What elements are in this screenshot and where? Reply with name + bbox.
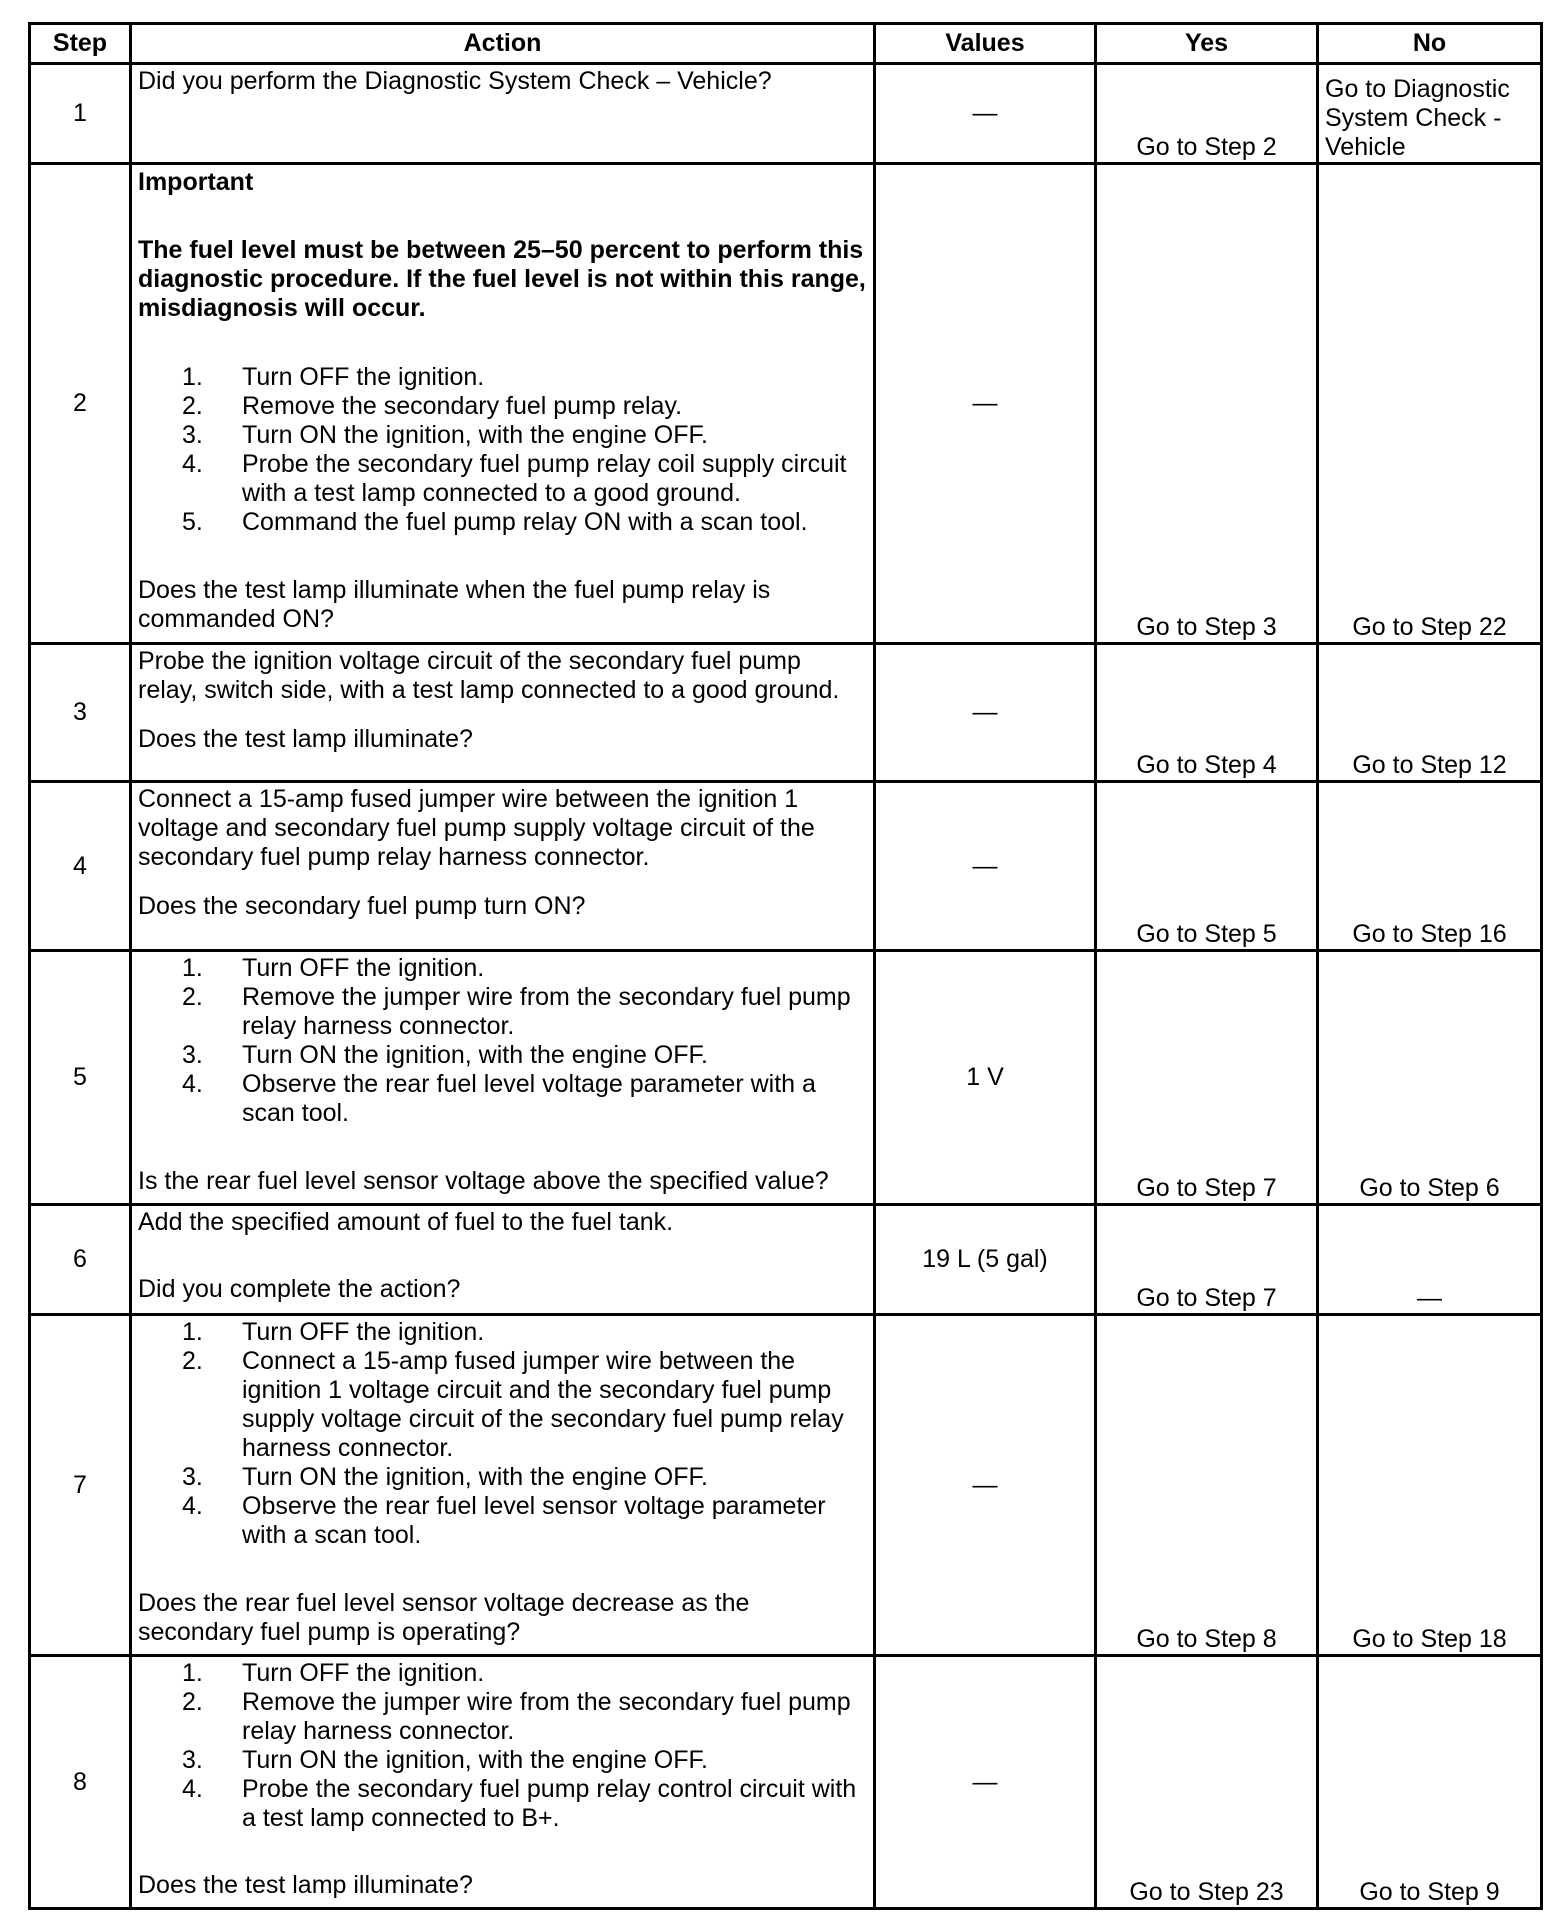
table-row [30, 782, 1542, 951]
list-item: 2. Remove the jumper wire from the secondary fuel pump relay harness connector. [182, 1688, 851, 1746]
yes-cell: Go to Step 23 [1096, 1656, 1318, 1909]
header-step: Step [30, 24, 131, 64]
action-cell [131, 1204, 875, 1314]
no-cell: Go to Step 18 [1318, 1315, 1542, 1656]
action-cell [131, 950, 875, 1204]
step-number: 1 [30, 64, 131, 164]
list-item: 1. Turn OFF the ignition. [182, 363, 485, 392]
value-cell: 1 V [875, 950, 1096, 1204]
list-item: 3. Turn ON the ignition, with the engine OFF. [182, 1040, 708, 1069]
list-item: 4. Observe the rear fuel level sensor voltage parameter with a scan tool. [182, 1492, 826, 1549]
table-row [30, 1204, 1542, 1314]
action-question: Does the secondary fuel pump turn ON? [138, 892, 586, 921]
value-cell: — [875, 1315, 1096, 1656]
list-item: 2. Connect a 15-amp fused jumper wire between the ignition 1 voltage circuit and the secondary fuel pump supply voltage circuit of the secondary fuel pump relay harness connector. [182, 1347, 844, 1462]
action-question: Is the rear fuel level sensor voltage above the specified value? [138, 1166, 829, 1195]
value-cell: — [875, 643, 1096, 781]
step-number: 7 [30, 1315, 131, 1656]
yes-cell: Go to Step 3 [1096, 164, 1318, 644]
list-item: 3. Turn ON the ignition, with the engine OFF. [182, 421, 708, 450]
no-cell: Go to Step 6 [1318, 950, 1542, 1204]
header-yes: Yes [1096, 24, 1318, 64]
value-cell: 19 L (5 gal) [875, 1204, 1096, 1314]
list-item: 4. Observe the rear fuel level voltage parameter with a scan tool. [182, 1069, 816, 1127]
list-item: 1. Turn OFF the ignition. [182, 1318, 485, 1346]
action-question: Does the test lamp illuminate when the fuel pump relay is commanded ON? [138, 576, 771, 634]
table-row [30, 1315, 1542, 1656]
action-cell [131, 1315, 875, 1656]
table-row [30, 1656, 1542, 1909]
table-row [30, 950, 1542, 1204]
action-question: Does the test lamp illuminate? [138, 1871, 473, 1900]
step-number: 5 [30, 950, 131, 1204]
list-item: 1. Turn OFF the ignition. [182, 953, 485, 982]
no-cell: — [1318, 1204, 1542, 1314]
value-cell: — [875, 164, 1096, 644]
list-item: 2. Remove the jumper wire from the secondary fuel pump relay harness connector. [182, 982, 851, 1040]
action-question: Does the test lamp illuminate? [138, 724, 473, 753]
no-cell: Go to Step 22 [1318, 164, 1542, 644]
yes-cell: Go to Step 7 [1096, 1204, 1318, 1314]
value-cell: — [875, 64, 1096, 164]
important-note: The fuel level must be between 25–50 percent to perform this diagnostic procedure. If the fuel level is not within this range, misdiagnosis will occur. [138, 236, 866, 323]
table-row [30, 64, 1542, 164]
list-item: 4. Probe the secondary fuel pump relay control circuit with a test lamp connected to B+. [182, 1775, 857, 1833]
action-question: Does the rear fuel level sensor voltage decrease as the secondary fuel pump is operating? [138, 1589, 750, 1646]
step-number: 8 [30, 1656, 131, 1909]
important-heading: Important [138, 168, 254, 197]
value-cell: — [875, 782, 1096, 951]
step-list [138, 1316, 867, 1550]
table-row [30, 643, 1542, 781]
step-list [138, 1657, 867, 1833]
header-no: No [1318, 24, 1542, 64]
yes-cell: Go to Step 2 [1096, 64, 1318, 164]
no-cell: Go to Diagnostic System Check - Vehicle [1318, 64, 1542, 164]
no-cell: Go to Step 9 [1318, 1656, 1542, 1909]
yes-cell: Go to Step 8 [1096, 1315, 1318, 1656]
list-item: 2. Remove the secondary fuel pump relay. [182, 392, 683, 421]
step-list [138, 363, 867, 537]
yes-cell: Go to Step 7 [1096, 950, 1318, 1204]
list-item: 3. Turn ON the ignition, with the engine OFF. [182, 1463, 708, 1491]
list-item: 5. Command the fuel pump relay ON with a scan tool. [182, 508, 808, 537]
list-item: 4. Probe the secondary fuel pump relay coil supply circuit with a test lamp connected to a good ground. [182, 450, 847, 508]
action-text: Connect a 15-amp fused jumper wire between the ignition 1 voltage and secondary fuel pump supply voltage circuit of the secondary fuel pump relay harness connector. [138, 785, 815, 872]
action-cell [131, 164, 875, 644]
step-number: 4 [30, 782, 131, 951]
action-cell [131, 782, 875, 951]
step-list [138, 952, 867, 1128]
no-cell: Go to Step 16 [1318, 782, 1542, 951]
action-cell [131, 643, 875, 781]
list-item: 3. Turn ON the ignition, with the engine OFF. [182, 1746, 708, 1775]
action-cell [131, 1656, 875, 1909]
header-row [30, 24, 1542, 64]
step-number: 3 [30, 643, 131, 781]
action-cell [131, 64, 875, 164]
header-values: Values [875, 24, 1096, 64]
yes-cell: Go to Step 4 [1096, 643, 1318, 781]
step-number: 2 [30, 164, 131, 644]
step-number: 6 [30, 1204, 131, 1314]
value-cell: — [875, 1656, 1096, 1909]
header-action: Action [131, 24, 875, 64]
action-question: Did you complete the action? [138, 1274, 461, 1303]
action-text: Add the specified amount of fuel to the fuel tank. [138, 1207, 674, 1236]
no-cell: Go to Step 12 [1318, 643, 1542, 781]
list-item: 1. Turn OFF the ignition. [182, 1659, 485, 1688]
table-row [30, 164, 1542, 644]
action-question: Did you perform the Diagnostic System Check – Vehicle? [138, 67, 772, 95]
diagnostic-table [28, 22, 1543, 1910]
action-text: Probe the ignition voltage circuit of the secondary fuel pump relay, switch side, with a test lamp connected to a good ground. [138, 646, 840, 704]
yes-cell: Go to Step 5 [1096, 782, 1318, 951]
